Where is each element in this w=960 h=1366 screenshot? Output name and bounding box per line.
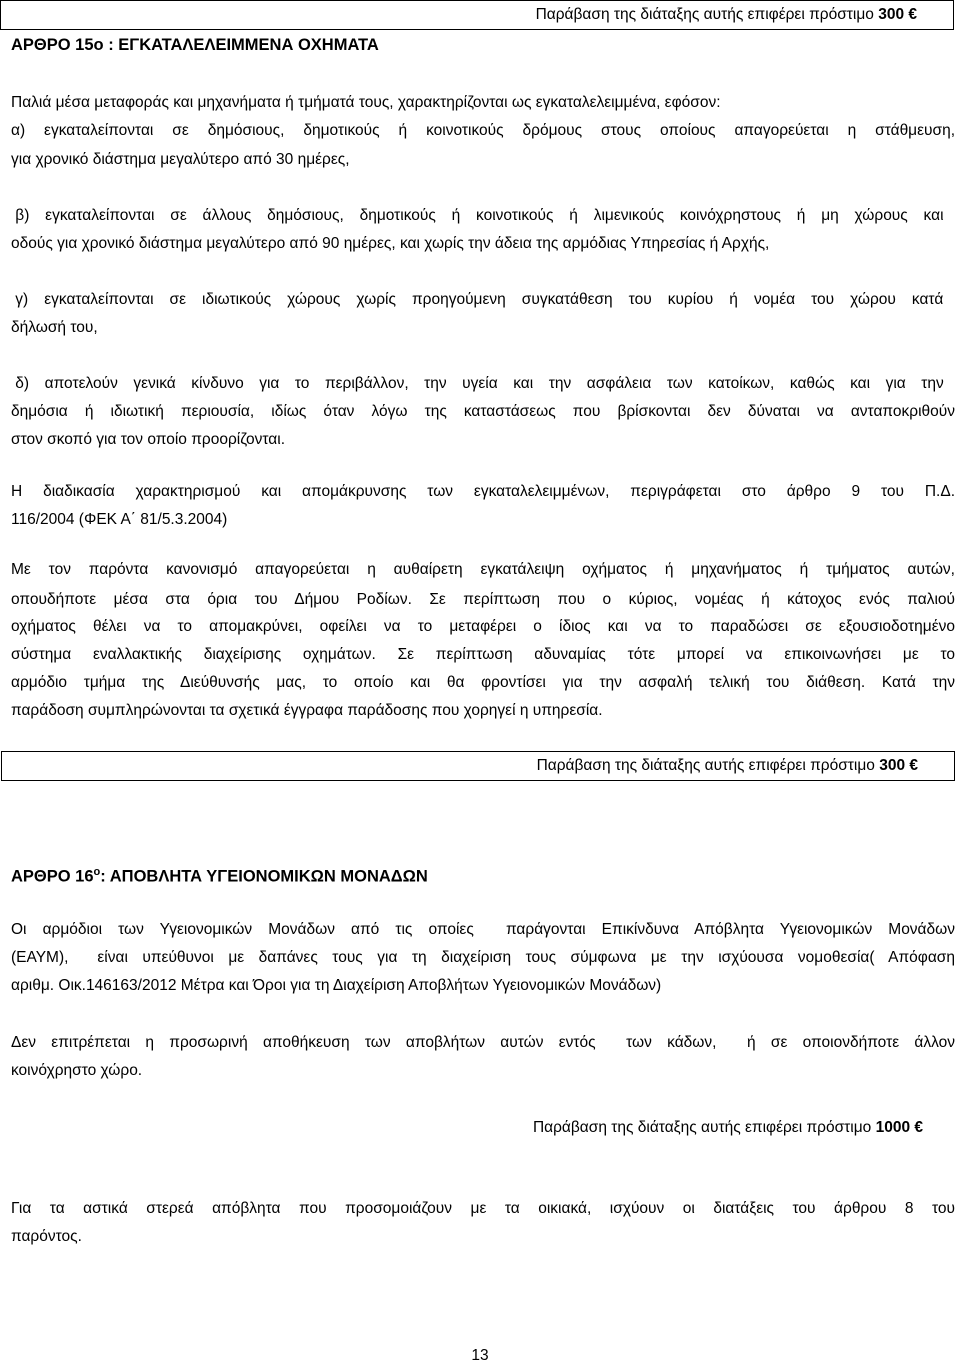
fine-text xyxy=(536,5,917,25)
article-16-title-text: : ΑΠΟΒΛΗΤΑ ΥΓΕΙΟΝΟΜΙΚΩΝ ΜΟΝΑΔΩΝ xyxy=(100,867,428,886)
art16-p1-line1: Οι αρμόδιοι των Υγειονομικών Μονάδων από τις οποίες παράγονται Επικίνδυνα Απόβλητα Υγειονομικών Μονάδων xyxy=(11,921,955,938)
art15-item-a-line2: για χρονικό διάστημα μεγαλύτερο από 30 ημέρες, xyxy=(11,151,350,168)
fine-text xyxy=(537,756,918,776)
fine-prefix: Παράβαση της διάταξης αυτής επιφέρει πρόστιμο xyxy=(536,757,880,774)
art15-regulation-line6: παράδοση συμπληρώνονται τα σχετικά έγγραφα παράδοσης που χορηγεί η υπηρεσία. xyxy=(11,702,603,719)
art15-item-d-line1: δ) αποτελούν γενικά κίνδυνο για το περιβάλλον, την υγεία και την ασφάλεια των κατοίκων, καθώς και για την xyxy=(11,375,944,392)
art15-regulation-line5: αρμόδιο τμήμα της Διεύθυνσής μας, το οποίο και θα φροντίσει για την ασφαλή τελική του διάθεση. Κατά την xyxy=(11,674,955,691)
art15-item-d-line2: δημόσια ή ιδιωτική περιουσία, ιδίως όταν λόγω της καταστάσεως που βρίσκονται δεν δύναται να ανταποκριθούν xyxy=(11,403,955,420)
art15-item-d-line3: στον σκοπό για τον οποίο προορίζονται. xyxy=(11,431,285,448)
article-16-title-superscript: ο xyxy=(93,866,101,878)
art16-p1-line3: αριθμ. Οικ.146163/2012 Μέτρα και Όροι για τη Διαχείριση Αποβλήτων Υγειονομικών Μονάδων) xyxy=(11,977,662,994)
fine-box-top xyxy=(0,0,954,30)
art15-regulation-line3: οχήματος θέλει να το απομακρύνει, οφείλει να το μεταφέρει ο ίδιος και να το παραδώσει σε εξουσιοδοτημένο xyxy=(11,618,955,635)
fine-prefix: Παράβαση της διάταξης αυτής επιφέρει πρόστιμο xyxy=(532,1119,876,1136)
page-number: 13 xyxy=(471,1347,489,1364)
fine-text-art16 xyxy=(533,1118,923,1138)
art15-item-c-line1: γ) εγκαταλείπονται σε ιδιωτικούς χώρους χωρίς προηγούμενη συγκατάθεση του κυρίου ή νομέα του χώρου κατά xyxy=(11,291,944,308)
art16-p1-line2: (ΕΑΥΜ), είναι υπεύθυνοι με δαπάνες τους για τη διαχείριση τους σύμφωνα με την ισχύουσα νομοθεσία( Απόφαση xyxy=(11,949,955,966)
art16-p2-line2: κοινόχρηστο χώρο. xyxy=(11,1062,143,1079)
art16-p2-line1: Δεν επιτρέπεται η προσωρινή αποθήκευση των αποβλήτων αυτών εντός των κάδων, ή σε οποιονδήποτε άλλον xyxy=(11,1034,955,1051)
fine-amount: 1000 € xyxy=(875,1119,923,1136)
fine-amount: 300 € xyxy=(878,6,917,23)
art16-p3-line2: παρόντος. xyxy=(11,1228,82,1245)
art15-regulation-line4: σύστημα εναλλακτικής διαχείρισης οχημάτων. Σε περίπτωση αδυναμίας τότε μπορεί να επικοινωνήσει με το xyxy=(11,646,955,663)
art15-item-c-line2: δήλωσή του, xyxy=(11,319,98,336)
art15-intro: Παλιά μέσα μεταφοράς και μηχανήματα ή τμήματά τους, χαρακτηρίζονται ως εγκαταλελειμμένα, εφόσον: xyxy=(11,94,721,111)
article-15-title: ΑΡΘΡΟ 15ο : ΕΓΚΑΤΑΛΕΛΕΙΜΜΕΝΑ ΟΧΗΜΑΤΑ xyxy=(11,36,379,54)
art15-item-a-line1: α) εγκαταλείπονται σε δημόσιους, δημοτικούς ή κοινοτικούς δρόμους στους οποίους απαγορεύεται η στάθμευση, xyxy=(11,122,955,139)
art15-regulation-line2: οπουδήποτε μέσα στα όρια του Δήμου Ροδίων. Σε περίπτωση που ο κύριος, νομέας ή κάτοχος ενός παλιού xyxy=(11,591,955,608)
fine-amount: 300 € xyxy=(879,757,918,774)
fine-box-art15 xyxy=(1,751,955,781)
article-16-title-number: ΑΡΘΡΟ 16 xyxy=(11,867,94,886)
article-16-title xyxy=(11,862,428,887)
fine-prefix: Παράβαση της διάταξης αυτής επιφέρει πρόστιμο xyxy=(535,6,879,23)
art15-item-b-line2: οδούς για χρονικό διάστημα μεγαλύτερο από 90 ημέρες, και χωρίς την άδεια της αρμόδιας Υπηρεσίας ή Αρχής, xyxy=(11,235,770,252)
art15-item-b-line1: β) εγκαταλείπονται σε άλλους δημόσιους, δημοτικούς ή κοινοτικούς ή λιμενικούς κοινόχρηστους ή μη χώρους και xyxy=(11,207,944,224)
art16-p3-line1: Για τα αστικά στερεά απόβλητα που προσομοιάζουν με τα οικιακά, ισχύουν οι διατάξεις του άρθρου 8 του xyxy=(11,1200,955,1217)
art15-regulation-line1: Με τον παρόντα κανονισμό απαγορεύεται η αυθαίρετη εγκατάλειψη οχήματος ή μηχανήματος ή τμήματος αυτών, xyxy=(11,561,955,578)
art15-procedure-line2: 116/2004 (ΦΕΚ Α΄ 81/5.3.2004) xyxy=(11,511,228,528)
art15-procedure-line1: Η διαδικασία χαρακτηρισμού και απομάκρυνσης των εγκαταλελειμμένων, περιγράφεται στο άρθρο 9 του Π.Δ. xyxy=(11,483,955,500)
